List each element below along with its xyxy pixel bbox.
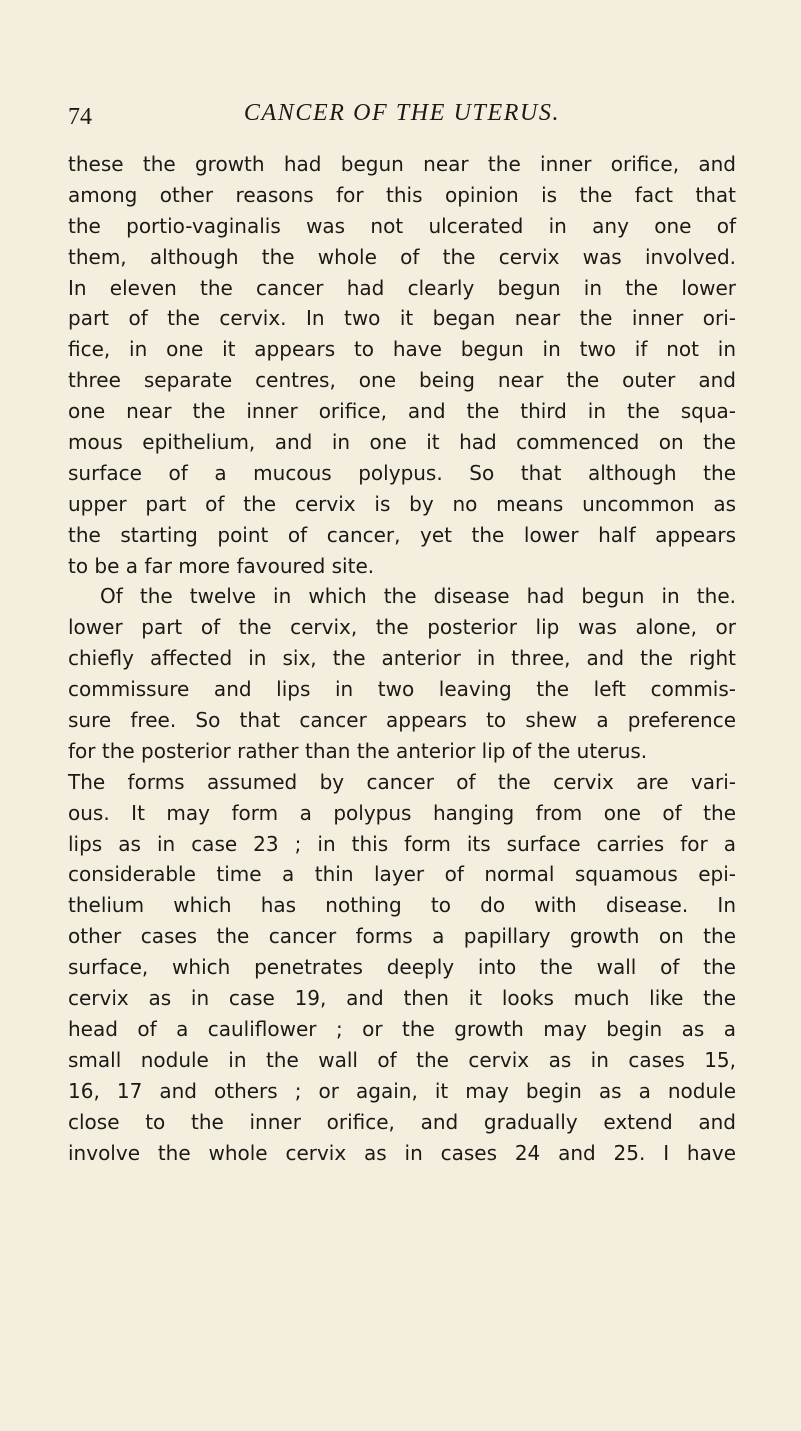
- text-line: among other reasons for this opinion is the fact that: [68, 182, 736, 207]
- text-line: fice, in one it appears to have begun in two if not in: [68, 337, 736, 362]
- text-line: the starting point of cancer, yet the lower half appears: [68, 522, 736, 547]
- text-line: lips as in case 23 ; in this form its surface carries for a: [68, 831, 736, 856]
- text-line: part of the cervix. In two it began near the inner ori-: [68, 306, 736, 331]
- running-head: CANCER OF THE UTERUS.: [243, 100, 561, 126]
- text-line: these the growth had begun near the inner orifice, and: [68, 152, 736, 176]
- text-line: surface, which penetrates deeply into the wall of the: [68, 955, 736, 980]
- text-line: small nodule in the wall of the cervix as in cases 15,: [68, 1047, 736, 1072]
- text-line: other cases the cancer forms a papillary growth on the: [68, 924, 736, 949]
- body-text: [68, 149, 736, 1168]
- text-line: to be a far more favoured site.: [68, 553, 375, 578]
- text-line: The forms assumed by cancer of the cervix are vari-: [68, 769, 736, 794]
- text-line: 16, 17 and others ; or again, it may begin as a nodule: [68, 1078, 736, 1103]
- text-line: In eleven the cancer had clearly begun in the lower: [68, 275, 736, 300]
- text-line: for the posterior rather than the anterior lip of the uterus.: [68, 738, 648, 763]
- text-line: them, although the whole of the cervix was involved.: [68, 244, 736, 269]
- text-line: lower part of the cervix, the posterior lip was alone, or: [68, 615, 736, 640]
- text-line: ous. It may form a polypus hanging from one of the: [68, 800, 736, 825]
- text-line: commissure and lips in two leaving the left commis-: [68, 677, 736, 702]
- paragraph: [68, 767, 736, 1169]
- text-line: chiefly affected in six, the anterior in three, and the right: [68, 646, 736, 671]
- text-line: sure free. So that cancer appears to shew a preference: [68, 708, 736, 733]
- text-line: surface of a mucous polypus. So that although the: [68, 460, 736, 485]
- paragraph: [68, 149, 736, 581]
- text-line: the portio-vaginalis was not ulcerated in any one of: [68, 213, 736, 238]
- text-line: cervix as in case 19, and then it looks much like the: [68, 986, 736, 1011]
- text-line: considerable time a thin layer of normal squamous epi-: [68, 862, 736, 887]
- page-header: [68, 100, 736, 136]
- text-line: thelium which has nothing to do with disease. In: [68, 893, 736, 918]
- paragraph: [68, 581, 736, 766]
- text-line: mous epithelium, and in one it had commenced on the: [68, 430, 736, 455]
- text-line: head of a cauliflower ; or the growth may begin as a: [68, 1016, 736, 1041]
- text-line: one near the inner orifice, and the third in the squa-: [68, 399, 736, 424]
- page-number: 74: [68, 104, 92, 130]
- text-line: three separate centres, one being near the outer and: [68, 368, 736, 393]
- text-line: upper part of the cervix is by no means uncommon as: [68, 491, 736, 516]
- text-line: close to the inner orifice, and gradually extend and: [68, 1109, 736, 1134]
- text-line: Of the twelve in which the disease had begun in the.: [100, 584, 736, 609]
- text-line: involve the whole cervix as in cases 24 and 25. I have: [68, 1140, 736, 1165]
